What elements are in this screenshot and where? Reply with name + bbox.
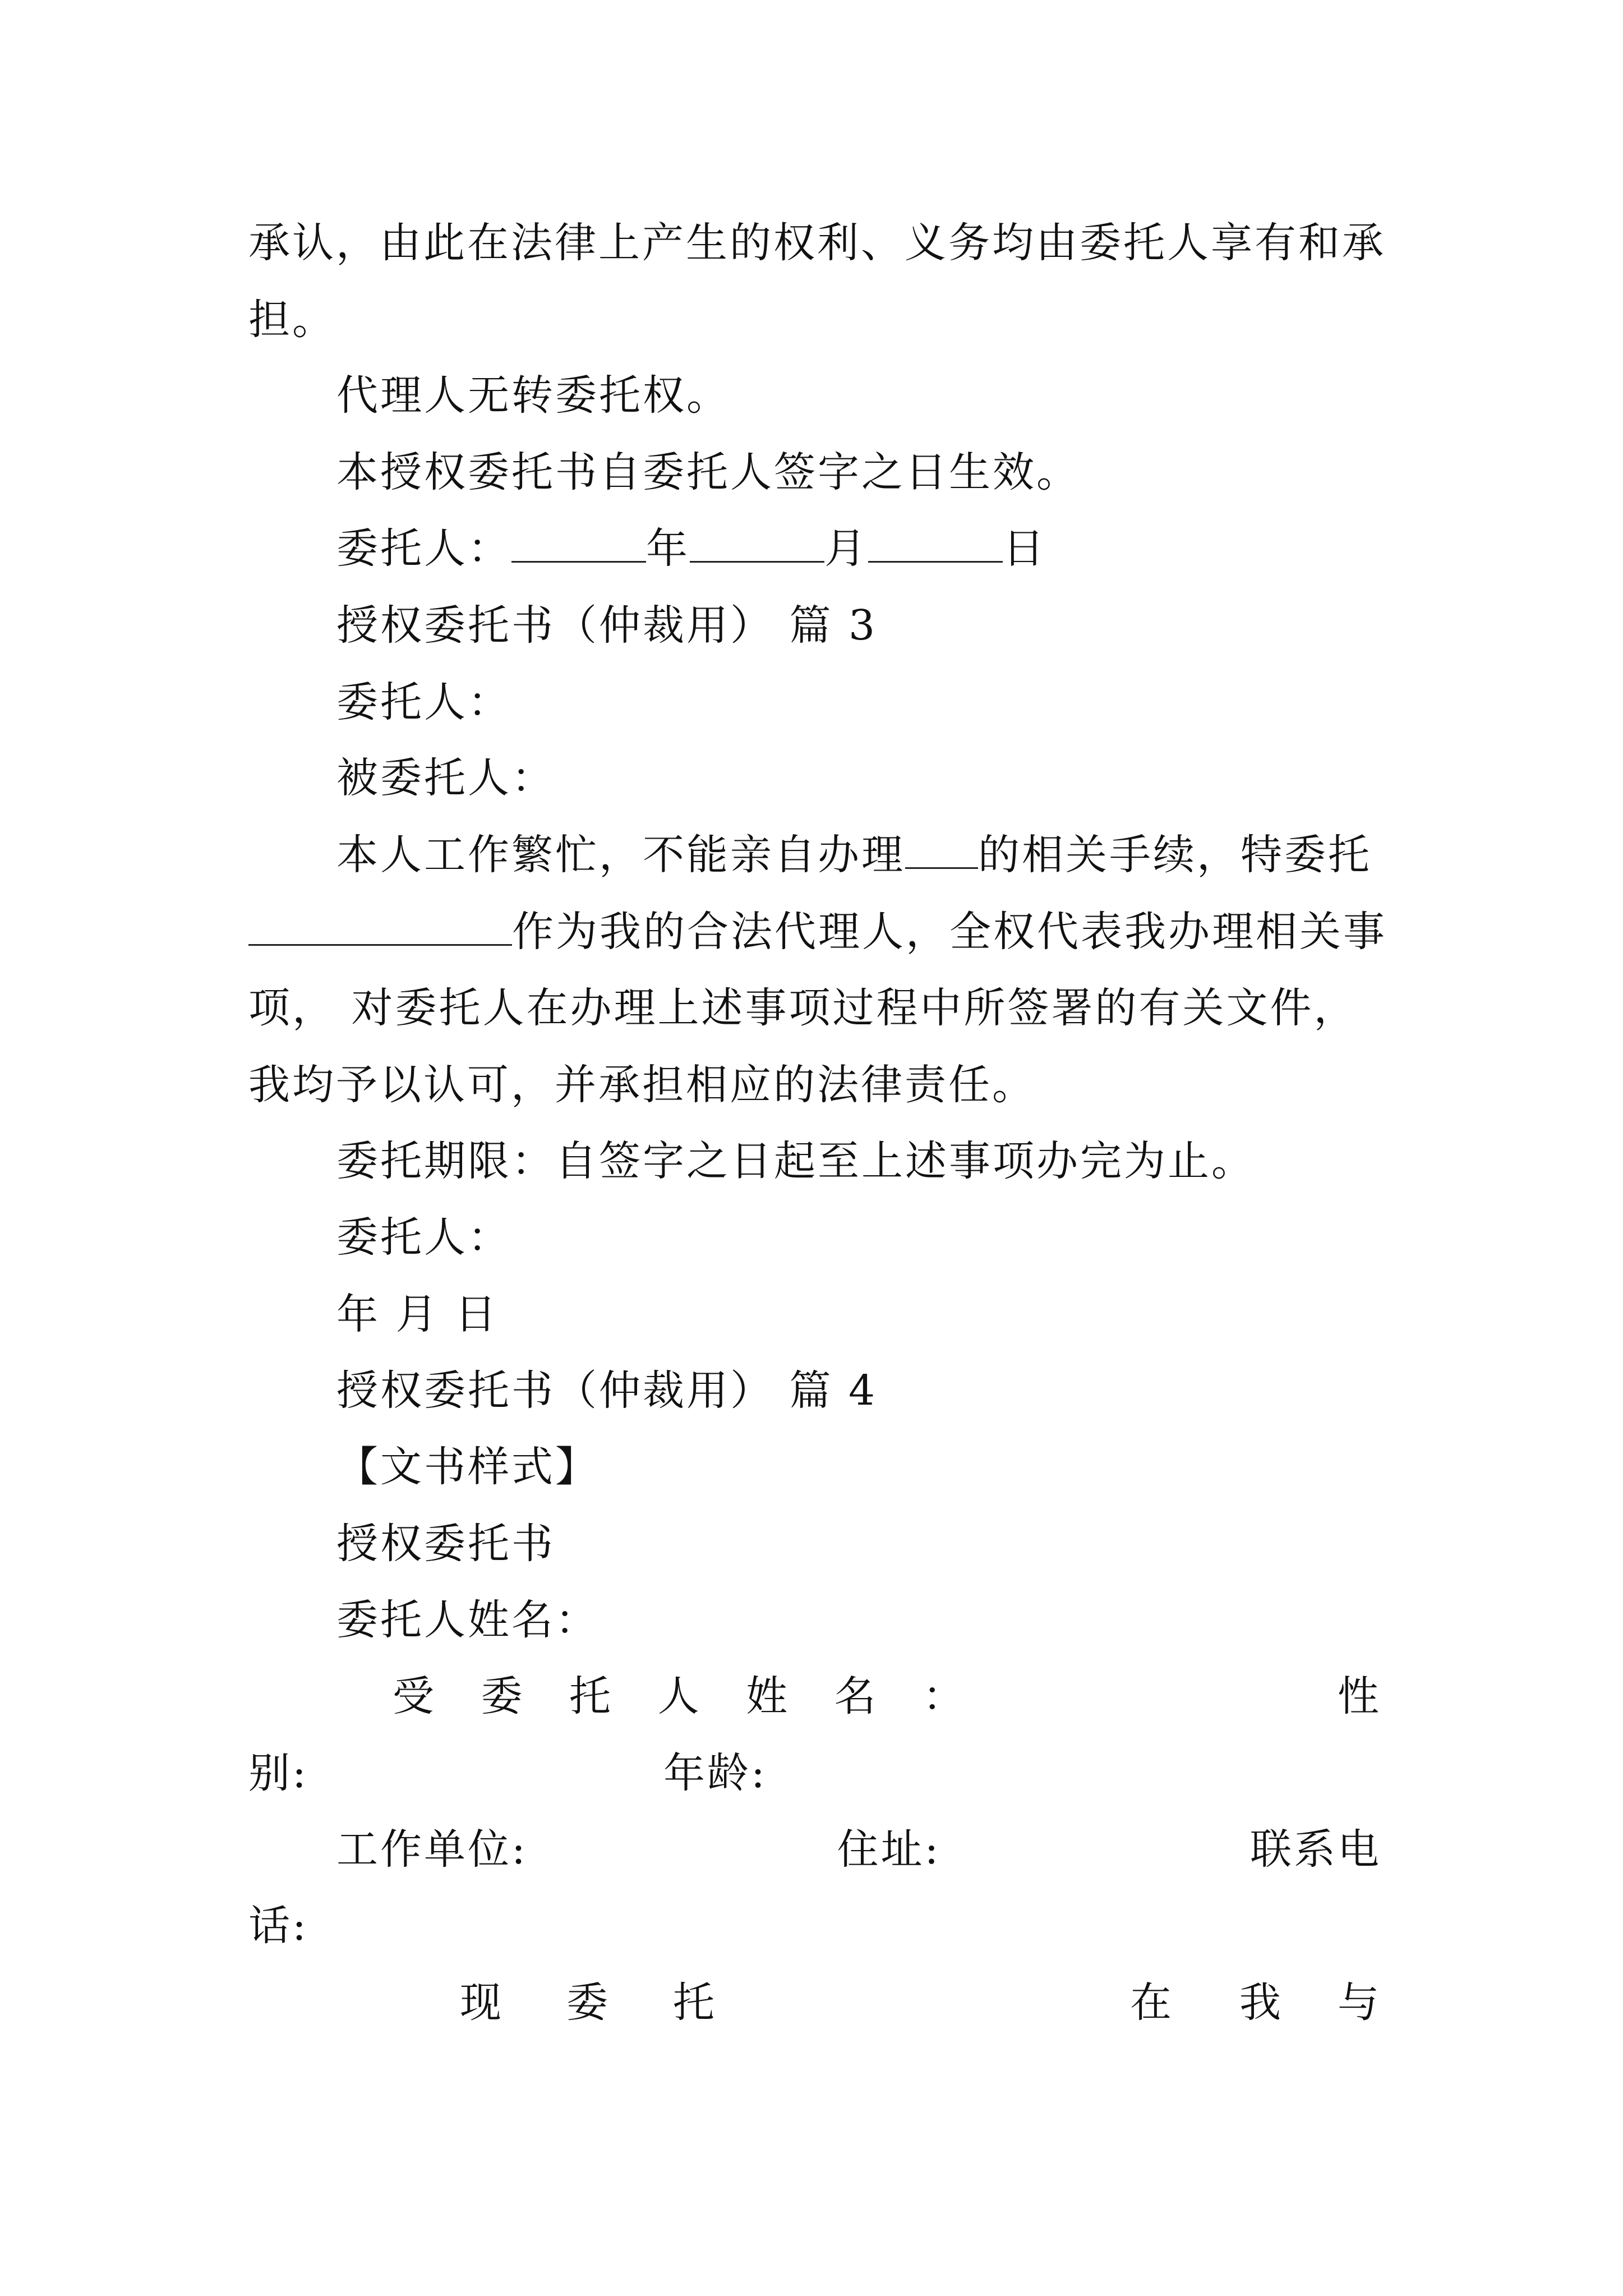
document-title: 授权委托书: [336, 1520, 555, 1568]
day-label: 日: [1003, 524, 1046, 573]
workplace-label: 工作单位:: [336, 1825, 528, 1874]
paragraph-line: 承认，由此在法律上产生的权利、义务均由委托人享有和承: [248, 219, 1386, 267]
gender-label-part: 别:: [248, 1749, 308, 1797]
paragraph-text: 作为我的合法代理人，全权代表我办理相关事: [512, 908, 1387, 956]
paragraph-line: 委托人姓名：: [336, 1596, 599, 1644]
paragraph-text: 托: [673, 1978, 717, 2027]
paragraph-line: 项， 对委托人在办理上述事项过程中所签署的有关文件，: [248, 984, 1358, 1032]
paragraph-line: 担。: [248, 296, 336, 344]
blank-field: [511, 527, 646, 563]
section-heading: 授权委托书（仲裁用） 篇 3: [336, 601, 878, 650]
blank-field: [868, 527, 1003, 563]
gender-label-part: 性: [1338, 1672, 1381, 1720]
phone-label-part: 联系电: [1250, 1825, 1381, 1874]
agent-name-label: 受 委 托 人 姓 名 ：: [393, 1672, 981, 1720]
paragraph-line: 我均予以认可，并承担相应的法律责任。: [248, 1061, 1036, 1109]
paragraph-line: 委托期限：自签字之日起至上述事项办完为止。: [336, 1137, 1255, 1185]
blank-field: [690, 527, 824, 563]
paragraph-line: [336, 818, 1381, 891]
address-label: 住址:: [837, 1825, 941, 1874]
paragraph-line: [248, 895, 1387, 968]
principal-label: 委托人：: [336, 524, 511, 573]
paragraph-line: 被委托人：: [336, 754, 555, 802]
date-line: 年 月 日: [336, 1290, 499, 1338]
form-row: [336, 1813, 1381, 1886]
paragraph-line: 【文书样式】: [336, 1443, 599, 1491]
age-label: 年龄:: [663, 1749, 767, 1797]
paragraph-text: 现: [460, 1978, 504, 2027]
form-row: [248, 1737, 1381, 1810]
paragraph-line: 委托人：: [336, 1213, 511, 1262]
paragraph-text: 的相关手续，特委托: [978, 831, 1372, 879]
section-heading: 授权委托书（仲裁用） 篇 4: [336, 1366, 878, 1415]
signature-date-line: [336, 512, 1381, 585]
paragraph-line: 本授权委托书自委托人签字之日生效。: [336, 448, 1080, 496]
paragraph-line: 话:: [248, 1902, 308, 1950]
year-label: 年: [646, 524, 690, 573]
paragraph-text: 与: [1338, 1978, 1381, 2027]
paragraph-text: 在: [1130, 1978, 1174, 2027]
paragraph-line: 代理人无转委托权。: [336, 371, 730, 420]
form-row: [393, 1660, 1381, 1733]
paragraph-line: [460, 1966, 1381, 2039]
paragraph-text: 本人工作繁忙，不能亲自办理: [336, 831, 905, 879]
paragraph-line: 委托人：: [336, 678, 511, 726]
blank-field: [248, 910, 512, 946]
paragraph-text: 我: [1239, 1978, 1283, 2027]
paragraph-text: 委: [566, 1978, 610, 2027]
month-label: 月: [824, 524, 868, 573]
blank-field: [905, 834, 978, 869]
